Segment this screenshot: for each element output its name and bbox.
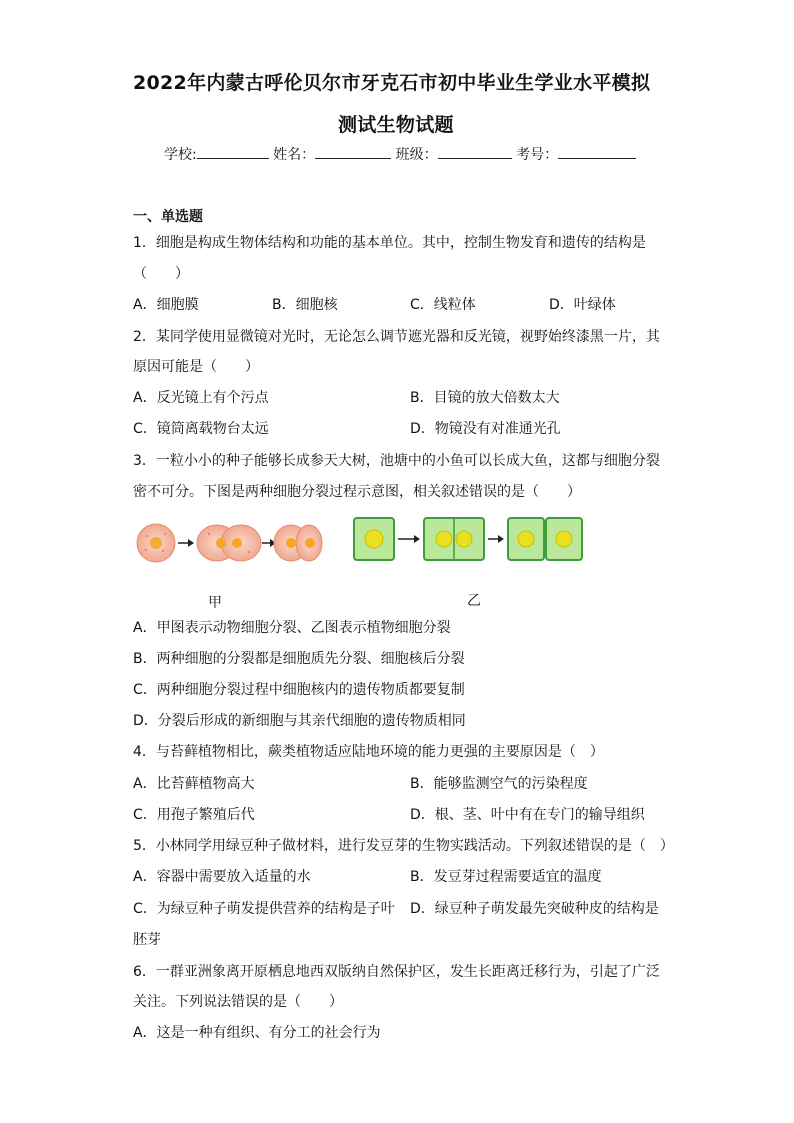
number-label: 考号： — [516, 147, 559, 163]
q3-option-b: B．两种细胞的分裂都是细胞质先分裂、细胞核后分裂 — [133, 651, 465, 667]
q1-stem-line-1: 1．细胞是构成生物体结构和功能的基本单位。其中，控制生物发育和遗传的结构是 — [133, 235, 646, 251]
arrow-icon — [178, 539, 194, 547]
class-label: 班级： — [395, 147, 438, 163]
school-blank — [197, 144, 269, 159]
title-line-2: 测试生物试题 — [338, 114, 454, 136]
animal-cell-daughters — [274, 525, 322, 561]
name-blank — [315, 144, 391, 159]
school-label: 学校: — [164, 147, 197, 163]
student-info-row — [164, 144, 636, 165]
q3-option-d: D．分裂后形成的新细胞与其亲代细胞的遗传物质相同 — [133, 713, 466, 729]
plant-cell-division-diagram — [352, 516, 586, 564]
q1-stem-line-2: （ ） — [133, 266, 189, 282]
q3-stem-line-1: 3．一粒小小的种子能够长成参天大树，池塘中的小鱼可以长成大鱼，这都与细胞分裂 — [133, 453, 660, 469]
animal-cell-parent — [137, 524, 175, 562]
q2-stem-line-2: 原因可能是（ ） — [133, 359, 259, 375]
q4-option-c: C．用孢子繁殖后代 — [133, 807, 255, 823]
q2-option-d: D．物镜没有对准通光孔 — [410, 421, 561, 437]
number-blank — [558, 144, 636, 159]
q2-stem-line-1: 2．某同学使用显微镜对光时，无论怎么调节遮光器和反光镜，视野始终漆黑一片，其 — [133, 329, 660, 345]
q5-option-d-continued: 胚芽 — [133, 932, 161, 948]
q6-stem-line-1: 6．一群亚洲象离开原栖息地西双版纳自然保护区，发生长距离迁移行为，引起了广泛 — [133, 964, 660, 980]
diagram-label-jia: 甲 — [208, 595, 222, 611]
q5-stem: 5．小林同学用绿豆种子做材料，进行发豆芽的生物实践活动。下列叙述错误的是（ ） — [133, 838, 674, 854]
title-line-1: 2022年内蒙古呼伦贝尔市牙克石市初中毕业生学业水平模拟 — [133, 72, 651, 94]
q5-option-b: B．发豆芽过程需要适宜的温度 — [410, 869, 602, 885]
q1-option-d: D．叶绿体 — [549, 297, 616, 313]
section-heading: 一、单选题 — [133, 209, 203, 225]
q1-option-a: A．细胞膜 — [133, 297, 199, 313]
q3-option-a: A．甲图表示动物细胞分裂、乙图表示植物细胞分裂 — [133, 620, 451, 636]
q6-stem-line-2: 关注。下列说法错误的是（ ） — [133, 994, 343, 1010]
class-blank — [438, 144, 512, 159]
q5-option-a: A．容器中需要放入适量的水 — [133, 869, 311, 885]
plant-cell-parent — [354, 518, 394, 560]
animal-cell-division-diagram — [133, 518, 323, 568]
q1-option-b: B．细胞核 — [272, 297, 338, 313]
q3-stem-line-2: 密不可分。下图是两种细胞分裂过程示意图，相关叙述错误的是（ ） — [133, 484, 581, 500]
diagram-label-yi: 乙 — [467, 593, 481, 609]
plant-cell-dividing — [424, 518, 484, 560]
q2-option-c: C．镜筒离载物台太远 — [133, 421, 269, 437]
q4-stem: 4．与苔藓植物相比，蕨类植物适应陆地环境的能力更强的主要原因是（ ） — [133, 744, 604, 760]
arrow-icon — [398, 535, 420, 543]
q6-option-a: A．这是一种有组织、有分工的社会行为 — [133, 1025, 381, 1041]
q4-option-b: B．能够监测空气的污染程度 — [410, 776, 588, 792]
q2-option-a: A．反光镜上有个污点 — [133, 390, 269, 406]
plant-cell-daughters — [508, 518, 582, 560]
q2-option-b: B．目镜的放大倍数太大 — [410, 390, 560, 406]
q5-option-c: C．为绿豆种子萌发提供营养的结构是子叶 — [133, 901, 395, 917]
q5-option-d: D．绿豆种子萌发最先突破种皮的结构是 — [410, 901, 659, 917]
q4-option-d: D．根、茎、叶中有在专门的输导组织 — [410, 807, 645, 823]
q1-option-c: C．线粒体 — [410, 297, 476, 313]
arrow-icon — [488, 535, 504, 543]
q3-option-c: C．两种细胞分裂过程中细胞核内的遗传物质都要复制 — [133, 682, 465, 698]
name-label: 姓名： — [273, 147, 316, 163]
animal-cell-dividing — [197, 525, 261, 561]
q4-option-a: A．比苔藓植物高大 — [133, 776, 255, 792]
